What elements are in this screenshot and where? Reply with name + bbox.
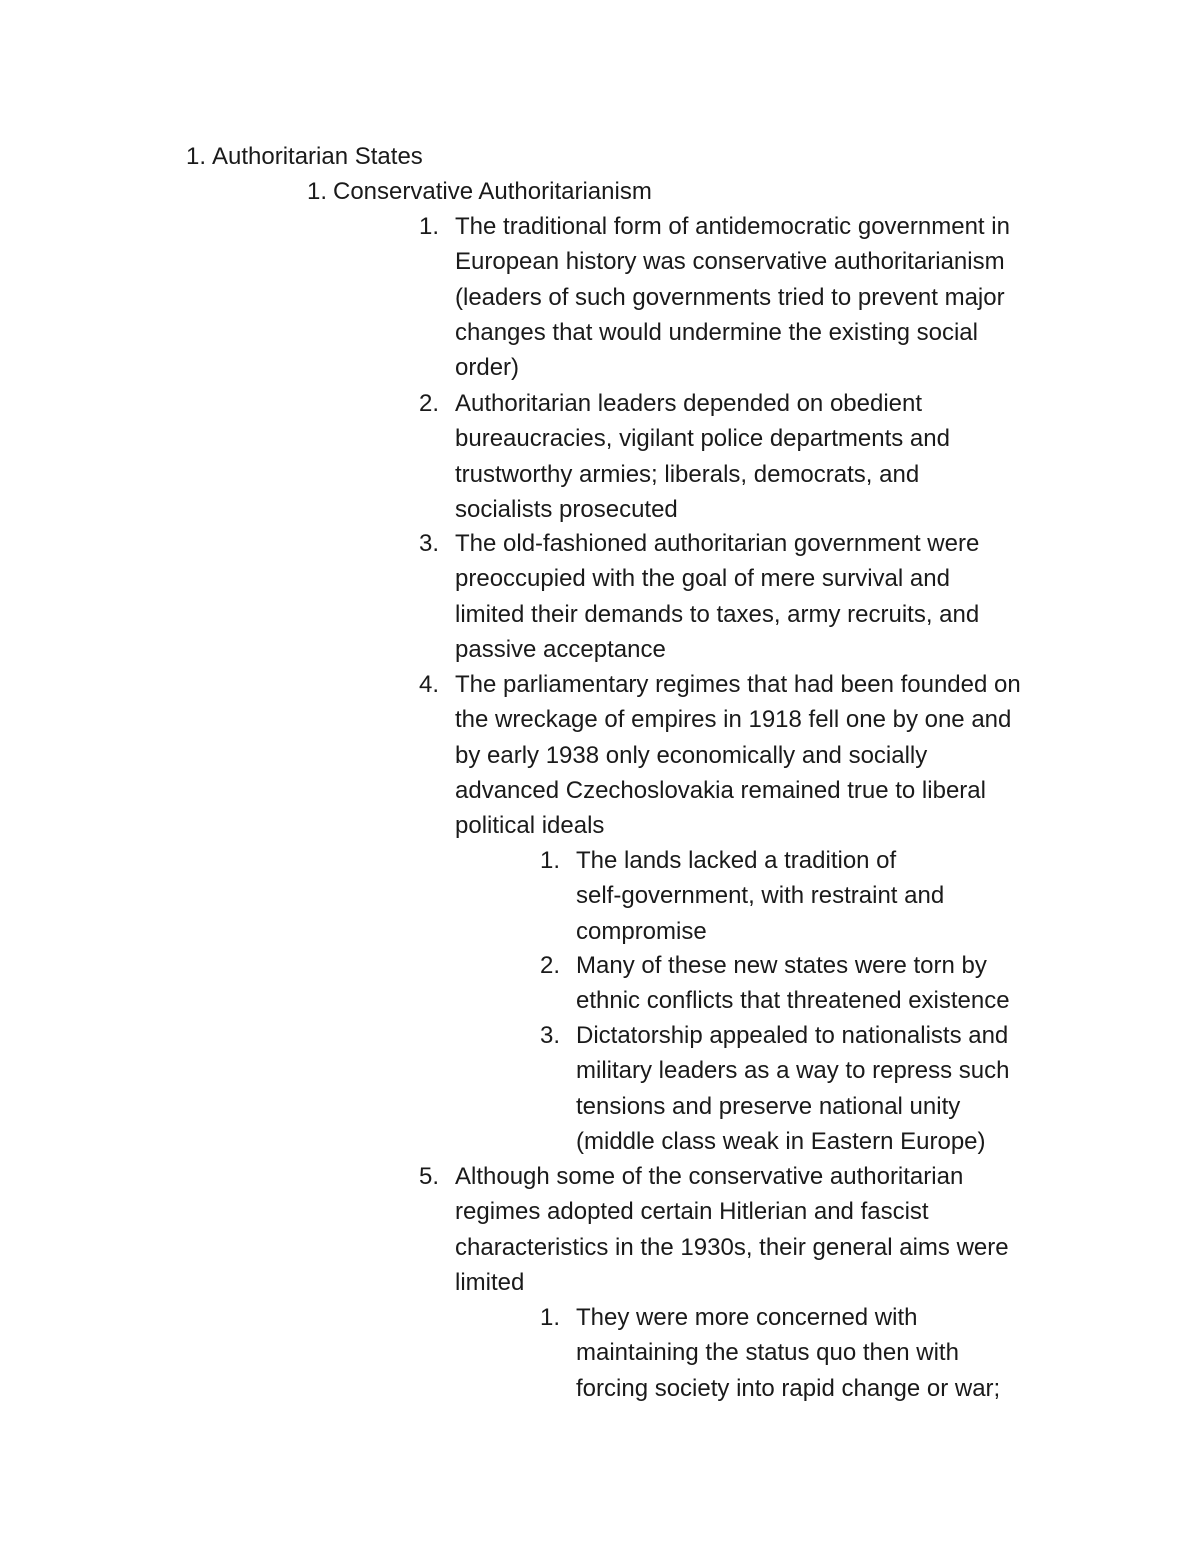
list-item-text [455, 526, 1065, 667]
text-line: regimes adopted certain Hitlerian and fascist [455, 1198, 929, 1226]
list-item-text: Authoritarian States [212, 143, 423, 170]
text-line: limited their demands to taxes, army recruits, and [455, 600, 980, 628]
text-line: bureaucracies, vigilant police departments and [455, 425, 950, 453]
text-line: advanced Czechoslovakia remained true to liberal [455, 776, 986, 804]
text-line: forcing society into rapid change or war; [576, 1374, 1001, 1402]
text-line: The traditional form of antidemocratic government in [455, 213, 1010, 240]
list-number: 4. [418, 671, 439, 698]
list-item-text [455, 386, 1065, 527]
text-line: the wreckage of empires in 1918 fell one by one and [455, 706, 1012, 734]
text-line: compromise [576, 917, 707, 945]
text-line: political ideals [455, 812, 605, 840]
list-number: 5. [418, 1163, 439, 1190]
list-item-text [455, 667, 1065, 843]
list-item-text [455, 1159, 1065, 1300]
text-line: characteristics in the 1930s, their general aims were [455, 1233, 1009, 1261]
text-line: maintaining the status quo then with [576, 1339, 959, 1367]
text-line: (leaders of such governments tried to prevent major [455, 283, 1005, 311]
list-number: 1. [418, 213, 439, 240]
text-line: changes that would undermine the existing social [455, 318, 978, 346]
text-line: They were more concerned with [576, 1304, 918, 1331]
list-number: 1. [306, 178, 327, 205]
list-item-text [576, 1300, 1066, 1406]
list-item-text [576, 948, 1066, 1019]
text-line: ethnic conflicts that threatened existence [576, 987, 1010, 1015]
list-number: 2. [418, 390, 439, 417]
text-line: Many of these new states were torn by [576, 952, 987, 979]
list-number: 3. [418, 530, 439, 557]
text-line: European history was conservative authoritarianism [455, 248, 1005, 276]
text-line: The lands lacked a tradition of [576, 847, 897, 874]
list-number: 1. [539, 847, 560, 874]
text-line: (middle class weak in Eastern Europe) [576, 1127, 986, 1155]
text-line: by early 1938 only economically and socially [455, 741, 928, 769]
text-line: Although some of the conservative authoritarian [455, 1163, 964, 1190]
list-number: 1. [539, 1304, 560, 1331]
text-line: tensions and preserve national unity [576, 1092, 961, 1120]
text-line: The parliamentary regimes that had been founded on [455, 671, 1021, 698]
text-line: military leaders as a way to repress such [576, 1057, 1010, 1085]
list-item-text [576, 1018, 1066, 1159]
list-item-text: Conservative Authoritarianism [333, 178, 652, 205]
text-line: Dictatorship appealed to nationalists and [576, 1022, 1009, 1049]
text-line: preoccupied with the goal of mere survival and [455, 565, 950, 593]
text-line: trustworthy armies; liberals, democrats, and [455, 460, 920, 488]
text-line: order) [455, 354, 520, 382]
text-line: socialists prosecuted [455, 495, 678, 523]
list-item-text [576, 843, 1066, 949]
list-item-text [455, 209, 1065, 385]
list-number: 1. [185, 143, 206, 170]
text-line: Authoritarian leaders depended on obedient [455, 390, 923, 417]
text-line: passive acceptance [455, 635, 666, 663]
text-line: self-government, with restraint and [576, 882, 945, 910]
list-number: 2. [539, 952, 560, 979]
list-number: 3. [539, 1022, 560, 1049]
text-line: limited [455, 1268, 525, 1296]
text-line: The old-fashioned authoritarian government were [455, 530, 980, 557]
